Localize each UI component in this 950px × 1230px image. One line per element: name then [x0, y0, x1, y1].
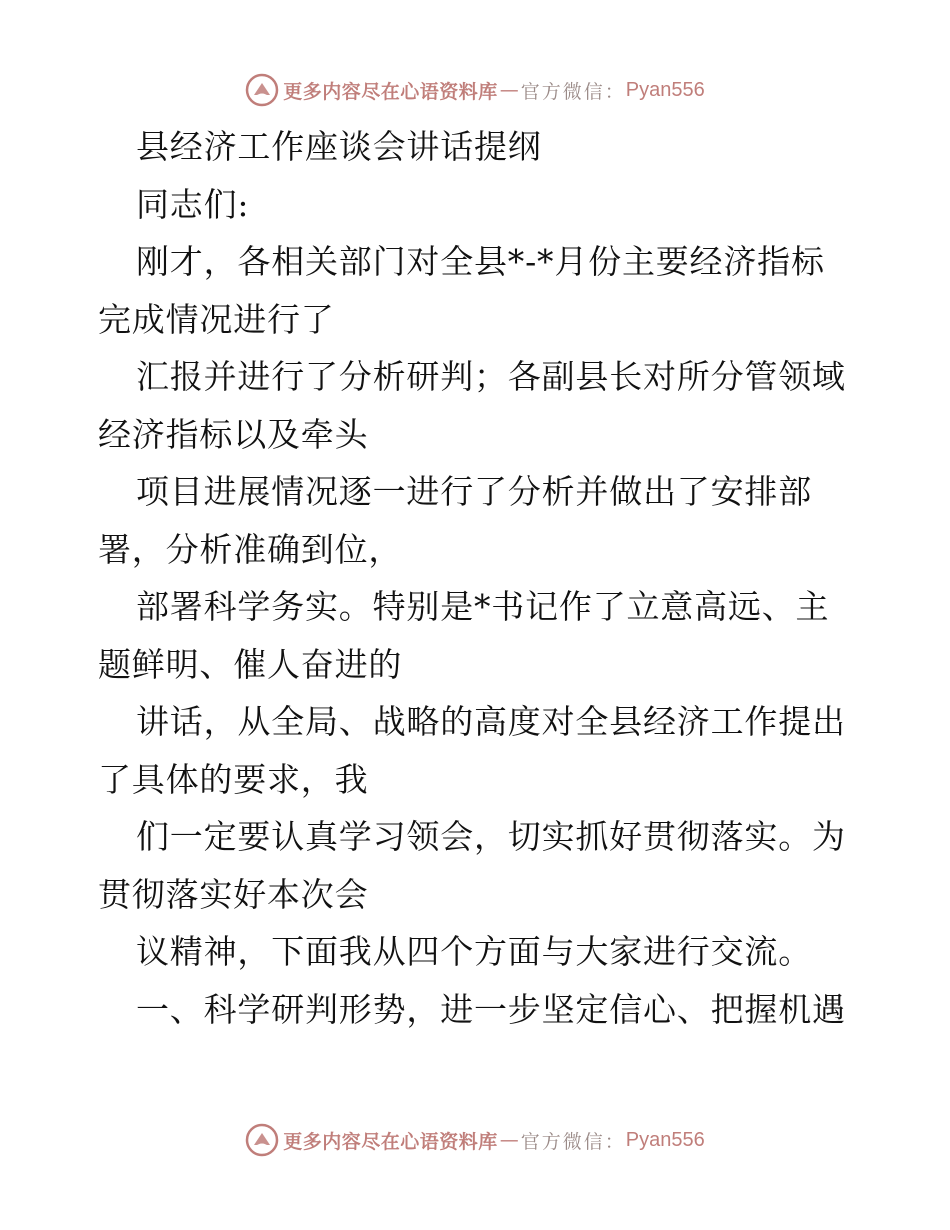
watermark-wechat-label: 官方微信：	[520, 80, 626, 103]
text-line: 议精神，下面我从四个方面与大家进行交流。	[136, 932, 812, 971]
text-line: 了具体的要求，我	[98, 759, 369, 799]
text-line: 讲话，从全局、战略的高度对全县经济工作提出	[136, 702, 846, 741]
watermark-handle: Pyan556	[625, 1128, 705, 1151]
text-line: 署，分析准确到位，	[98, 529, 403, 569]
watermark-banner-bottom	[0, 1120, 950, 1160]
watermark-wechat-label: 官方微信：	[520, 1130, 626, 1153]
watermark-handle: Pyan556	[625, 78, 705, 101]
watermark-separator: —	[499, 79, 519, 101]
book-logo-icon	[245, 1123, 279, 1157]
watermark-brand: 更多内容尽在心语资料库	[283, 80, 498, 103]
text-line: 经济指标以及牵头	[98, 414, 369, 454]
book-logo-icon	[245, 73, 279, 107]
text-line: 汇报并进行了分析研判；各副县长对所分管领域	[136, 357, 846, 396]
text-line: 刚才，各相关部门对全县*-*月份主要经济指标	[136, 242, 825, 281]
document-body	[98, 118, 858, 1038]
text-line: 项目进展情况逐一进行了分析并做出了安排部	[136, 472, 812, 511]
watermark-banner-top	[0, 70, 950, 110]
text-line: 题鲜明、催人奋进的	[98, 644, 403, 684]
document-title: 县经济工作座谈会讲话提纲	[136, 127, 542, 166]
text-line: 一、科学研判形势，进一步坚定信心、把握机遇	[136, 989, 846, 1029]
text-line: 完成情况进行了	[98, 299, 335, 339]
text-line: 同志们:	[136, 184, 250, 224]
text-line: 们一定要认真学习领会，切实抓好贯彻落实。为	[136, 817, 846, 856]
watermark-brand: 更多内容尽在心语资料库	[283, 1130, 498, 1153]
text-line: 贯彻落实好本次会	[98, 874, 369, 914]
watermark-separator: —	[499, 1129, 519, 1151]
text-line: 部署科学务实。特别是*书记作了立意高远、主	[136, 587, 830, 626]
